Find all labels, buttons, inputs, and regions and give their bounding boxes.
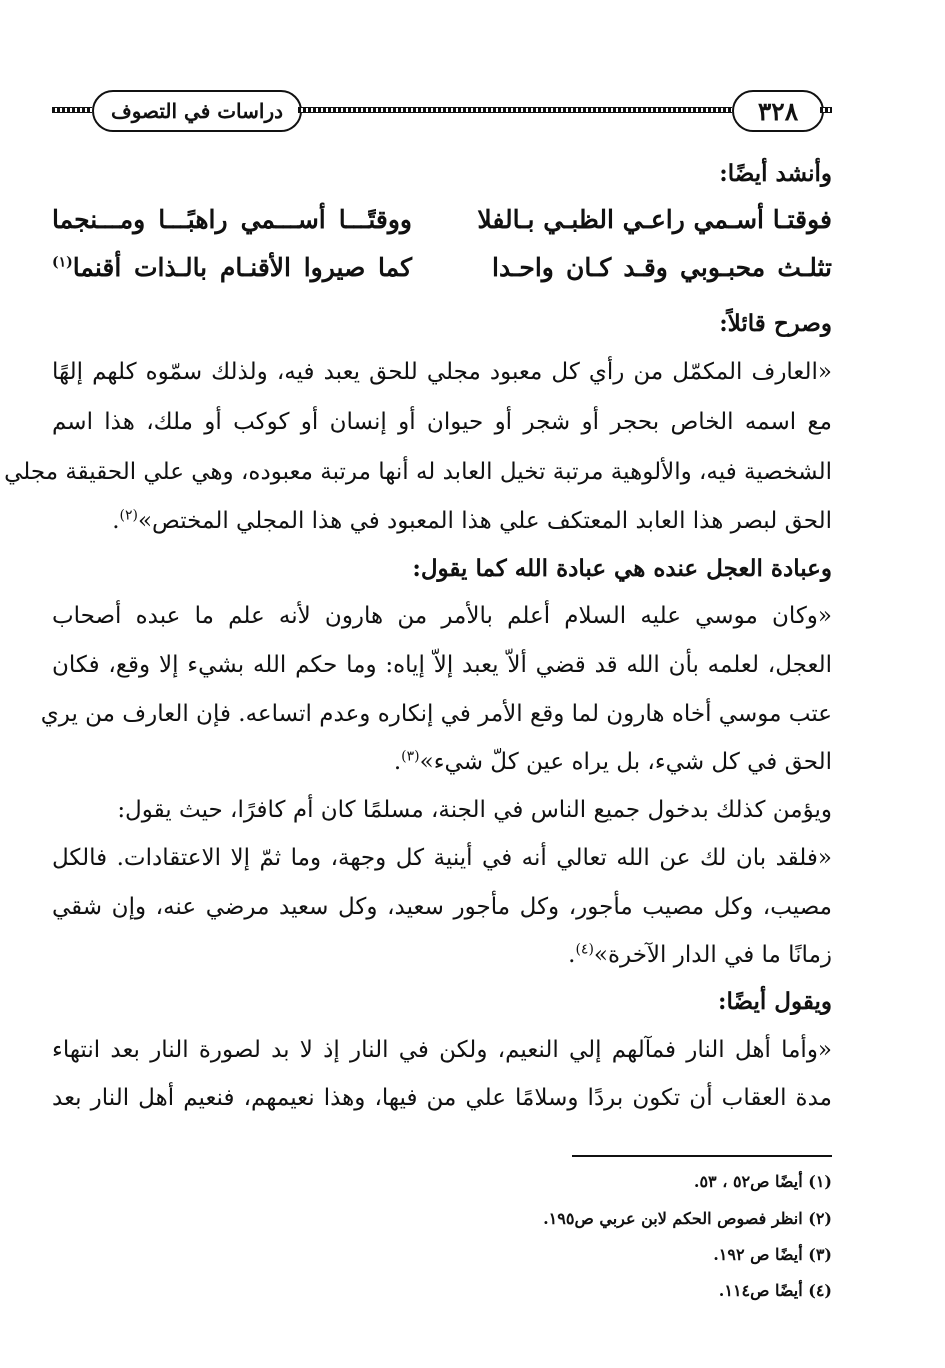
poem-line1-right: فوقتـا أسـمي راعـي الظبـي بـالفلا	[477, 205, 832, 234]
footnote-divider	[572, 1155, 832, 1157]
footnote: (١) أيضًا ص٥٢ ، ٥٣.	[693, 1172, 832, 1191]
poem-text: كما صيروا الأقنـام بالـذات أقنما	[72, 253, 412, 282]
header-rule	[52, 107, 92, 113]
paragraph-line: العجل، لعلمه بأن الله قد قضي ألاّ يعبد إلاّ إياه: وما حكم الله بشيء إلا وقع، فكان	[52, 652, 832, 678]
paragraph-line: الحق لبصر هذا العابد المعتكف علي هذا المعبود في هذا المجلي المختص»$^{(٢)}$.	[112, 507, 832, 534]
section-heading: وعبادة العجل عنده هي عبادة الله كما يقول:	[412, 555, 832, 582]
footnote: (٣) أيضًا ص ١٩٢.	[713, 1245, 832, 1264]
running-title: دراسات في التصوف	[92, 90, 302, 132]
paragraph-line: زمانًا ما في الدار الآخرة»$^{(٤)}$.	[568, 941, 832, 968]
paragraph-line: ويؤمن كذلك بدخول جميع الناس في الجنة، مسلمًا كان أم كافرًا، حيث يقول:	[117, 797, 832, 823]
paragraph-line: الشخصية فيه، والألوهية مرتبة تخيل العابد له أنها مرتبة معبوده، وهي علي الحقيقة مجلي	[4, 459, 832, 485]
footnote-ref: (٣)	[401, 748, 420, 765]
paragraph-line: الحق في كل شيء، بل يراه عين كلّ شيء»$^{(٣)}$.	[393, 748, 832, 775]
paragraph-line: مصيب، وكل مصيب مأجور، وكل مأجور سعيد، وكل سعيد مرضي عنه، وإن شقي	[52, 894, 832, 920]
paragraph-line: «العارف المكمّل من رأي كل معبود مجلي للحق يعبد فيه، ولذلك سمّوه كلهم إلهًا	[52, 359, 832, 385]
footnote-ref: (٢)	[119, 507, 138, 524]
poem-line2-left	[52, 250, 412, 286]
paragraph-line: «وأما أهل النار فمآلهم إلي النعيم، ولكن في النار إذ لا بد لصورة النار بعد انتهاء	[52, 1037, 832, 1063]
footnote: (٢) انظر فصوص الحكم لابن عربي ص١٩٥.	[543, 1209, 832, 1228]
header-rule	[298, 107, 732, 113]
poem-line1-left: ووقتًـــا أســـمي راهبًـــا ومـــنجما	[52, 205, 412, 234]
page-header	[52, 86, 832, 132]
section-heading: وصرح قائلاً:	[719, 310, 832, 337]
page-number: ٣٢٨	[732, 90, 824, 132]
footnote-ref: (٤)	[575, 941, 594, 958]
header-rule	[820, 107, 832, 113]
poem-line2-right: تثلـث محبـوبي وقـد كـان واحـدا	[492, 253, 832, 282]
paragraph-line: مع اسمه الخاص بحجر أو شجر أو حيوان أو إنسان أو كوكب أو ملك، هذا اسم	[52, 409, 832, 435]
paragraph-line: «فلقد بان لك عن الله تعالي أنه في أينية كل وجهة، وما ثمّ إلا الاعتقادات. فالكل	[52, 845, 832, 871]
footnote-ref: (١)	[52, 254, 73, 271]
paragraph-text: الحق في كل شيء، بل يراه عين كلّ شيء»	[419, 749, 832, 775]
paragraph-text: زمانًا ما في الدار الآخرة»	[593, 942, 832, 968]
paragraph-text: الحق لبصر هذا العابد المعتكف علي هذا المعبود في هذا المجلي المختص»	[137, 508, 832, 534]
intro-heading: وأنشد أيضًا:	[719, 160, 832, 187]
paragraph-line: مدة العقاب أن تكون بردًا وسلامًا علي من فيها، وهذا نعيمهم، فنعيم أهل النار بعد	[52, 1085, 832, 1111]
footnote: (٤) أيضًا ص١١٤.	[718, 1281, 832, 1300]
paragraph-line: «وكان موسي عليه السلام أعلم بالأمر من هارون لأنه علم ما عبده أصحاب	[52, 603, 832, 629]
paragraph-line: عتب موسي أخاه هارون لما وقع الأمر في إنكاره وعدم اتساعه. فإن العارف من يري	[40, 701, 832, 727]
section-heading: ويقول أيضًا:	[718, 988, 832, 1015]
